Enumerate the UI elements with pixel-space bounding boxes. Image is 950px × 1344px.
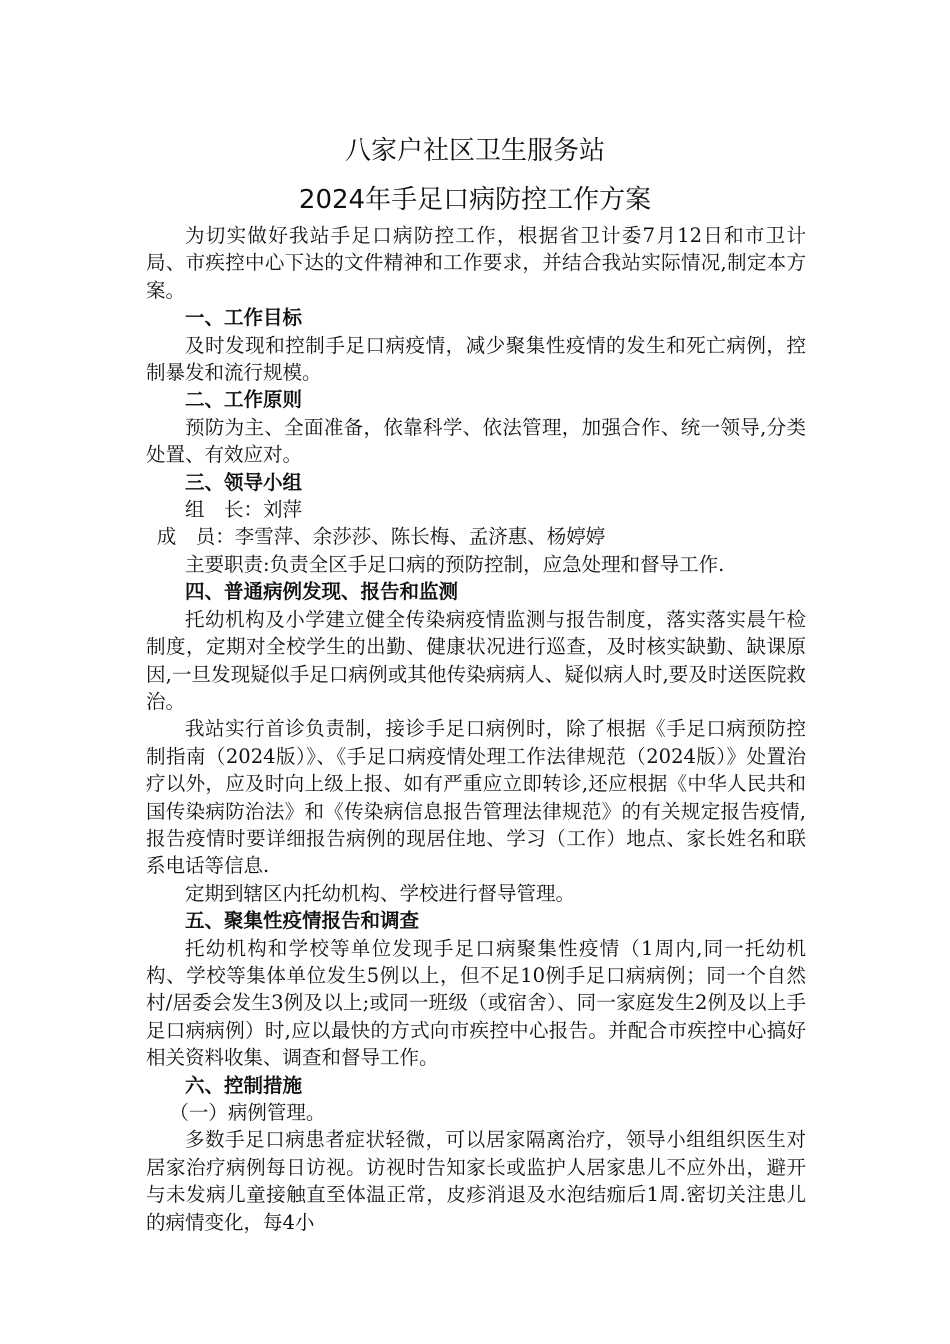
- reporting-paragraph-1: 托幼机构及小学建立健全传染病疫情监测与报告制度，落实落实晨午检制度，定期对全校学生的出勤、健康状况进行巡查，及时核实缺勤、缺课原因,一旦发现疑似手足口病例或其他传染病病人、疑似病人时,要及时送医院救治。: [146, 607, 806, 713]
- section-heading-reporting: 四、普通病例发现、报告和监测: [185, 580, 459, 604]
- document-title: 2024年手足口病防控工作方案: [298, 185, 652, 215]
- section-heading-control: 六、控制措施: [185, 1073, 303, 1097]
- case-management-paragraph: 多数手足口病患者症状轻微，可以居家隔离治疗，领导小组组织医生对居家治疗病例每日访视。访视时告知家长或监护人居家患儿不应外出，避开与未发病儿童接触直至体温正常，皮疹消退及水泡结痂后1周.密切关注患儿的病情变化，每4小: [146, 1128, 806, 1234]
- section-heading-principles: 二、工作原则: [185, 388, 303, 412]
- cluster-paragraph: 托幼机构和学校等单位发现手足口病聚集性疫情（1周内,同一托幼机构、学校等集体单位发生5例以上，但不足10例手足口病病例；同一个自然村/居委会发生3例及以上;或同一班级（或宿舍）、同一家庭发生2例及以上手足口病病例）时,应以最快的方式向市疾控中心报告。并配合市疾控中心搞好相关资料收集、调查和督导工作。: [146, 936, 807, 1070]
- intro-paragraph: 为切实做好我站手足口病防控工作，根据省卫计委7月12日和市卫计局、市疾控中心下达的文件精神和工作要求，并结合我站实际情况,制定本方案。: [146, 224, 806, 302]
- document-body: [146, 222, 806, 1236]
- principles-paragraph: 预防为主、全面准备，依靠科学、依法管理，加强合作、统一领导,分类处置、有效应对。: [146, 415, 806, 467]
- organization-title: 八家户社区卫生服务站: [344, 136, 605, 166]
- reporting-paragraph-2: 我站实行首诊负责制，接诊手足口病例时，除了根据《手足口病预防控制指南（2024版）》、《手足口病疫情处理工作法律规范（2024版）》处置治疗以外，应及时向上级上报、如有严重应立即转诊,还应根据《中华人民共和国传染病防治法》和《传染病信息报告管理法律规范》的有关规定报告疫情,报告疫情时要详细报告病例的现居住地、学习（工作）地点、家长姓名和联系电话等信息.: [146, 717, 806, 878]
- members-line: 成 员：李雪萍、余莎莎、陈长梅、孟济惠、杨婷婷: [156, 525, 606, 549]
- section-heading-goals: 一、工作目标: [185, 306, 303, 330]
- leader-line: 组 长：刘萍: [185, 498, 303, 522]
- subsection-case-management: （一）病例管理。: [169, 1101, 326, 1124]
- reporting-paragraph-3: 定期到辖区内托幼机构、学校进行督导管理。: [185, 881, 576, 905]
- section-heading-leadership: 三、领导小组: [185, 470, 303, 494]
- duties-paragraph: 主要职责:负责全区手足口病的预防控制，应急处理和督导工作.: [185, 552, 725, 576]
- section-heading-cluster: 五、聚集性疫情报告和调查: [185, 909, 420, 933]
- goals-paragraph: 及时发现和控制手足口病疫情，减少聚集性疫情的发生和死亡病例，控制暴发和流行规模。: [146, 333, 806, 385]
